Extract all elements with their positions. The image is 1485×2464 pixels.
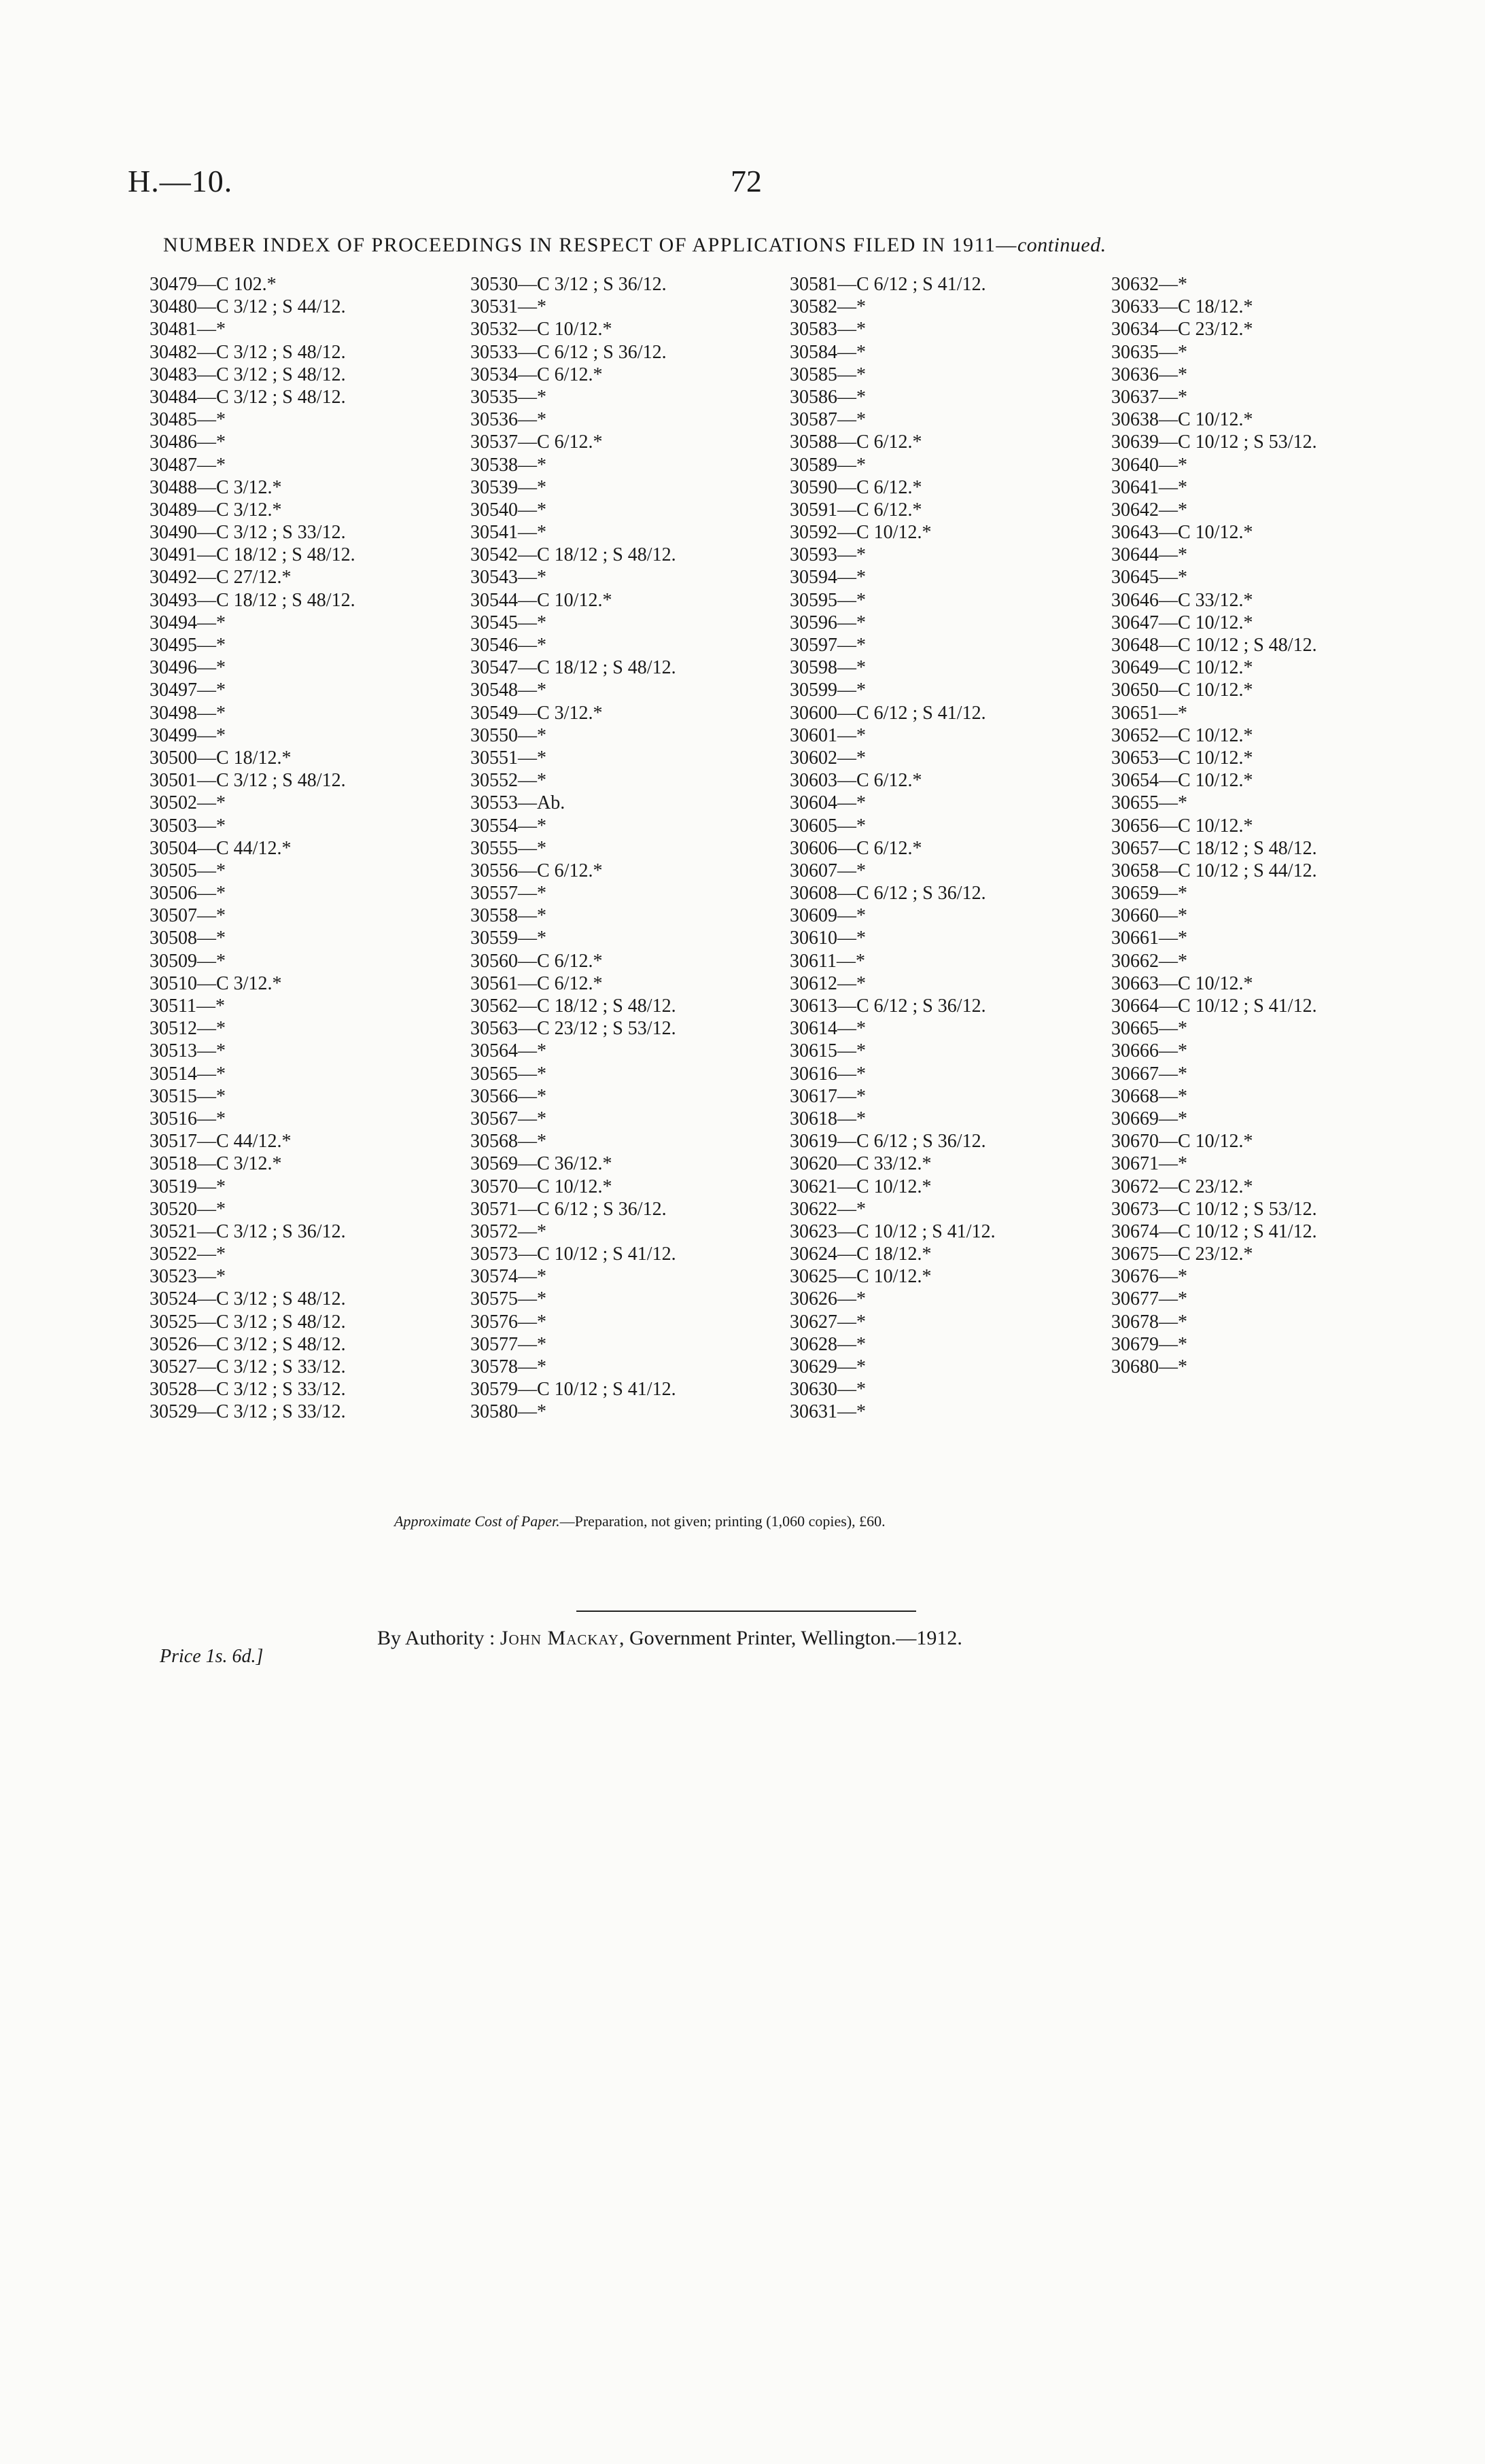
index-entry: 30507—* xyxy=(150,905,226,927)
index-entry: 30629—* xyxy=(790,1356,866,1377)
index-entry: 30559—* xyxy=(470,928,546,949)
index-entry: 30651—* xyxy=(1111,702,1187,724)
index-entry: 30508—* xyxy=(150,928,226,949)
index-entry: 30610—* xyxy=(790,928,866,949)
index-entry: 30579—C 10/12 ; S 41/12. xyxy=(470,1379,676,1401)
index-entry: 30563—C 23/12 ; S 53/12. xyxy=(470,1018,676,1040)
index-entry: 30638—C 10/12.* xyxy=(1111,409,1253,431)
index-entry: 30532—C 10/12.* xyxy=(470,319,612,340)
index-entry: 30613—C 6/12 ; S 36/12. xyxy=(790,996,986,1017)
index-entry: 30487—* xyxy=(150,454,226,476)
index-entry: 30527—C 3/12 ; S 33/12. xyxy=(150,1356,346,1377)
index-entry: 30612—* xyxy=(790,972,866,994)
index-entry: 30654—C 10/12.* xyxy=(1111,770,1253,792)
index-entry: 30538—* xyxy=(470,454,546,476)
index-entry: 30604—* xyxy=(790,792,866,814)
index-entry: 30636—* xyxy=(1111,364,1187,385)
index-entry: 30531—* xyxy=(470,296,546,318)
index-entry: 30488—C 3/12.* xyxy=(150,476,282,498)
index-entry: 30493—C 18/12 ; S 48/12. xyxy=(150,589,355,611)
index-entry: 30600—C 6/12 ; S 41/12. xyxy=(790,702,986,724)
index-entry: 30628—* xyxy=(790,1333,866,1355)
index-entry: 30516—* xyxy=(150,1108,226,1129)
index-entry: 30662—* xyxy=(1111,950,1187,972)
index-entry: 30589—* xyxy=(790,454,866,476)
index-entry: 30492—C 27/12.* xyxy=(150,567,292,588)
index-entry: 30552—* xyxy=(470,770,546,792)
index-entry: 30522—* xyxy=(150,1244,226,1265)
index-entry: 30505—* xyxy=(150,860,226,881)
index-entry: 30525—C 3/12 ; S 48/12. xyxy=(150,1311,346,1333)
index-entry: 30661—* xyxy=(1111,928,1187,949)
index-entry: 30479—C 102.* xyxy=(150,274,277,295)
index-entry: 30581—C 6/12 ; S 41/12. xyxy=(790,274,986,295)
page-title xyxy=(163,234,1106,257)
index-entry: 30535—* xyxy=(470,386,546,408)
index-entry: 30666—* xyxy=(1111,1040,1187,1062)
title-continued: continued. xyxy=(1017,234,1106,256)
index-entry: 30616—* xyxy=(790,1063,866,1085)
index-entry: 30671—* xyxy=(1111,1153,1187,1175)
index-entry: 30620—C 33/12.* xyxy=(790,1153,932,1175)
index-entry: 30526—C 3/12 ; S 48/12. xyxy=(150,1333,346,1355)
index-entry: 30594—* xyxy=(790,567,866,588)
index-entry: 30484—C 3/12 ; S 48/12. xyxy=(150,386,346,408)
index-entry: 30619—C 6/12 ; S 36/12. xyxy=(790,1131,986,1152)
index-entry: 30574—* xyxy=(470,1266,546,1288)
index-entry: 30511—* xyxy=(150,996,225,1017)
index-entry: 30637—* xyxy=(1111,386,1187,408)
index-entry: 30621—C 10/12.* xyxy=(790,1176,932,1197)
index-entry: 30646—C 33/12.* xyxy=(1111,589,1253,611)
index-entry: 30635—* xyxy=(1111,341,1187,363)
index-entry: 30597—* xyxy=(790,635,866,656)
index-entry: 30490—C 3/12 ; S 33/12. xyxy=(150,522,346,544)
document-reference: H.—10. xyxy=(128,164,233,198)
index-entry: 30482—C 3/12 ; S 48/12. xyxy=(150,341,346,363)
index-entry: 30625—C 10/12.* xyxy=(790,1266,932,1288)
index-entry: 30509—* xyxy=(150,950,226,972)
index-entry: 30566—* xyxy=(470,1085,546,1107)
index-entry: 30591—C 6/12.* xyxy=(790,499,922,521)
index-entry: 30669—* xyxy=(1111,1108,1187,1129)
index-entry: 30617—* xyxy=(790,1085,866,1107)
index-entry: 30606—C 6/12.* xyxy=(790,837,922,859)
index-entry: 30672—C 23/12.* xyxy=(1111,1176,1253,1197)
printer-imprint xyxy=(377,1627,962,1650)
index-entry: 30510—C 3/12.* xyxy=(150,972,282,994)
index-entry: 30536—* xyxy=(470,409,546,431)
index-entry: 30491—C 18/12 ; S 48/12. xyxy=(150,544,355,566)
index-entry: 30668—* xyxy=(1111,1085,1187,1107)
index-entry: 30567—* xyxy=(470,1108,546,1129)
index-entry: 30572—* xyxy=(470,1220,546,1242)
index-entry: 30582—* xyxy=(790,296,866,318)
index-entry: 30534—C 6/12.* xyxy=(470,364,603,385)
index-entry: 30485—* xyxy=(150,409,226,431)
index-entry: 30529—C 3/12 ; S 33/12. xyxy=(150,1401,346,1423)
index-entry: 30679—* xyxy=(1111,1333,1187,1355)
index-entry: 30547—C 18/12 ; S 48/12. xyxy=(470,657,676,679)
index-entry: 30497—* xyxy=(150,680,226,701)
index-entry: 30655—* xyxy=(1111,792,1187,814)
index-entry: 30506—* xyxy=(150,883,226,904)
index-entry: 30639—C 10/12 ; S 53/12. xyxy=(1111,432,1317,453)
index-entry: 30618—* xyxy=(790,1108,866,1129)
index-entry: 30551—* xyxy=(470,747,546,769)
index-entry: 30503—* xyxy=(150,815,226,837)
index-entry: 30585—* xyxy=(790,364,866,385)
index-entry: 30622—* xyxy=(790,1198,866,1220)
index-entry: 30588—C 6/12.* xyxy=(790,432,922,453)
index-entry: 30564—* xyxy=(470,1040,546,1062)
index-entry: 30653—C 10/12.* xyxy=(1111,747,1253,769)
index-entry: 30540—* xyxy=(470,499,546,521)
index-entry: 30541—* xyxy=(470,522,546,544)
index-entry: 30554—* xyxy=(470,815,546,837)
index-entry: 30523—* xyxy=(150,1266,226,1288)
index-entry: 30592—C 10/12.* xyxy=(790,522,932,544)
index-entry: 30603—C 6/12.* xyxy=(790,770,922,792)
index-entry: 30518—C 3/12.* xyxy=(150,1153,282,1175)
imprint-suffix: , Government Printer, Wellington.—1912. xyxy=(618,1627,962,1649)
index-entry: 30627—* xyxy=(790,1311,866,1333)
index-entry: 30544—C 10/12.* xyxy=(470,589,612,611)
index-entry: 30656—C 10/12.* xyxy=(1111,815,1253,837)
index-entry: 30644—* xyxy=(1111,544,1187,566)
index-entry: 30569—C 36/12.* xyxy=(470,1153,612,1175)
index-entry: 30673—C 10/12 ; S 53/12. xyxy=(1111,1198,1317,1220)
index-entry: 30515—* xyxy=(150,1085,226,1107)
index-entry: 30583—* xyxy=(790,319,866,340)
index-entry: 30663—C 10/12.* xyxy=(1111,972,1253,994)
index-entry: 30630—* xyxy=(790,1379,866,1401)
cost-text: —Preparation, not given; printing (1,060 copies), £60. xyxy=(559,1513,886,1530)
index-column-2 xyxy=(470,273,676,1424)
index-entry: 30678—* xyxy=(1111,1311,1187,1333)
index-entry: 30501—C 3/12 ; S 48/12. xyxy=(150,770,346,792)
index-entry: 30677—* xyxy=(1111,1288,1187,1310)
index-entry: 30584—* xyxy=(790,341,866,363)
index-entry: 30499—* xyxy=(150,724,226,746)
index-entry: 30558—* xyxy=(470,905,546,927)
index-entry: 30571—C 6/12 ; S 36/12. xyxy=(470,1198,667,1220)
index-entry: 30631—* xyxy=(790,1401,866,1423)
index-entry: 30615—* xyxy=(790,1040,866,1062)
index-entry: 30645—* xyxy=(1111,567,1187,588)
index-entry: 30670—C 10/12.* xyxy=(1111,1131,1253,1152)
index-entry: 30658—C 10/12 ; S 44/12. xyxy=(1111,860,1317,881)
index-entry: 30660—* xyxy=(1111,905,1187,927)
imprint-prefix: By Authority : xyxy=(377,1627,500,1649)
index-entry: 30587—* xyxy=(790,409,866,431)
index-entry: 30659—* xyxy=(1111,883,1187,904)
index-entry: 30533—C 6/12 ; S 36/12. xyxy=(470,341,667,363)
index-entry: 30649—C 10/12.* xyxy=(1111,657,1253,679)
index-entry: 30607—* xyxy=(790,860,866,881)
index-column-1 xyxy=(150,273,355,1424)
index-entry: 30496—* xyxy=(150,657,226,679)
index-entry: 30556—C 6/12.* xyxy=(470,860,603,881)
index-entry: 30548—* xyxy=(470,680,546,701)
index-entry: 30537—C 6/12.* xyxy=(470,432,603,453)
index-entry: 30481—* xyxy=(150,319,226,340)
index-entry: 30568—* xyxy=(470,1131,546,1152)
index-entry: 30500—C 18/12.* xyxy=(150,747,292,769)
index-entry: 30674—C 10/12 ; S 41/12. xyxy=(1111,1220,1317,1242)
index-entry: 30657—C 18/12 ; S 48/12. xyxy=(1111,837,1317,859)
index-entry: 30546—* xyxy=(470,635,546,656)
index-entry: 30550—* xyxy=(470,724,546,746)
index-entry: 30580—* xyxy=(470,1401,546,1423)
index-entry: 30561—C 6/12.* xyxy=(470,972,603,994)
index-entry: 30512—* xyxy=(150,1018,226,1040)
index-entry: 30676—* xyxy=(1111,1266,1187,1288)
index-entry: 30520—* xyxy=(150,1198,226,1220)
index-entry: 30599—* xyxy=(790,680,866,701)
index-entry: 30560—C 6/12.* xyxy=(470,950,603,972)
index-entry: 30667—* xyxy=(1111,1063,1187,1085)
index-entry: 30570—C 10/12.* xyxy=(470,1176,612,1197)
index-entry: 30602—* xyxy=(790,747,866,769)
index-entry: 30545—* xyxy=(470,612,546,633)
index-entry: 30665—* xyxy=(1111,1018,1187,1040)
index-entry: 30521—C 3/12 ; S 36/12. xyxy=(150,1220,346,1242)
index-entry: 30595—* xyxy=(790,589,866,611)
index-entry: 30641—* xyxy=(1111,476,1187,498)
index-entry: 30640—* xyxy=(1111,454,1187,476)
index-entry: 30542—C 18/12 ; S 48/12. xyxy=(470,544,676,566)
index-entry: 30577—* xyxy=(470,1333,546,1355)
index-entry: 30539—* xyxy=(470,476,546,498)
cost-note xyxy=(394,1513,886,1530)
index-entry: 30596—* xyxy=(790,612,866,633)
page-number: 72 xyxy=(731,164,762,198)
index-entry: 30513—* xyxy=(150,1040,226,1062)
index-entry: 30593—* xyxy=(790,544,866,566)
imprint-name: John Mackay xyxy=(500,1627,619,1649)
index-column-4 xyxy=(1111,273,1317,1378)
index-entry: 30519—* xyxy=(150,1176,226,1197)
index-entry: 30483—C 3/12 ; S 48/12. xyxy=(150,364,346,385)
index-entry: 30498—* xyxy=(150,702,226,724)
index-column-3 xyxy=(790,273,996,1424)
index-entry: 30530—C 3/12 ; S 36/12. xyxy=(470,274,667,295)
index-entry: 30524—C 3/12 ; S 48/12. xyxy=(150,1288,346,1310)
index-entry: 30528—C 3/12 ; S 33/12. xyxy=(150,1379,346,1401)
index-entry: 30601—* xyxy=(790,724,866,746)
index-entry: 30549—C 3/12.* xyxy=(470,702,603,724)
index-entry: 30578—* xyxy=(470,1356,546,1377)
index-entry: 30573—C 10/12 ; S 41/12. xyxy=(470,1244,676,1265)
index-entry: 30648—C 10/12 ; S 48/12. xyxy=(1111,635,1317,656)
index-entry: 30614—* xyxy=(790,1018,866,1040)
index-entry: 30680—* xyxy=(1111,1356,1187,1377)
index-entry: 30634—C 23/12.* xyxy=(1111,319,1253,340)
index-entry: 30489—C 3/12.* xyxy=(150,499,282,521)
index-entry: 30562—C 18/12 ; S 48/12. xyxy=(470,996,676,1017)
index-entry: 30611—* xyxy=(790,950,865,972)
index-entry: 30486—* xyxy=(150,432,226,453)
index-entry: 30624—C 18/12.* xyxy=(790,1244,932,1265)
index-entry: 30494—* xyxy=(150,612,226,633)
index-entry: 30553—Ab. xyxy=(470,792,565,814)
index-entry: 30480—C 3/12 ; S 44/12. xyxy=(150,296,346,318)
index-entry: 30514—* xyxy=(150,1063,226,1085)
index-entry: 30664—C 10/12 ; S 41/12. xyxy=(1111,996,1317,1017)
index-entry: 30557—* xyxy=(470,883,546,904)
index-entry: 30643—C 10/12.* xyxy=(1111,522,1253,544)
index-entry: 30555—* xyxy=(470,837,546,859)
cost-label: Approximate Cost of Paper. xyxy=(394,1513,560,1530)
index-entry: 30575—* xyxy=(470,1288,546,1310)
index-entry: 30590—C 6/12.* xyxy=(790,476,922,498)
index-entry: 30652—C 10/12.* xyxy=(1111,724,1253,746)
index-entry: 30586—* xyxy=(790,386,866,408)
index-entry: 30675—C 23/12.* xyxy=(1111,1244,1253,1265)
index-entry: 30495—* xyxy=(150,635,226,656)
index-entry: 30626—* xyxy=(790,1288,866,1310)
index-entry: 30565—* xyxy=(470,1063,546,1085)
index-entry: 30608—C 6/12 ; S 36/12. xyxy=(790,883,986,904)
index-entry: 30605—* xyxy=(790,815,866,837)
divider-rule xyxy=(576,1611,916,1612)
index-entry: 30609—* xyxy=(790,905,866,927)
index-entry: 30502—* xyxy=(150,792,226,814)
index-entry: 30598—* xyxy=(790,657,866,679)
index-entry: 30632—* xyxy=(1111,274,1187,295)
index-entry: 30623—C 10/12 ; S 41/12. xyxy=(790,1220,996,1242)
index-entry: 30576—* xyxy=(470,1311,546,1333)
index-entry: 30543—* xyxy=(470,567,546,588)
index-entry: 30647—C 10/12.* xyxy=(1111,612,1253,633)
index-entry: 30517—C 44/12.* xyxy=(150,1131,292,1152)
price-note: Price 1s. 6d.] xyxy=(160,1646,264,1667)
index-entry: 30633—C 18/12.* xyxy=(1111,296,1253,318)
title-main: NUMBER INDEX OF PROCEEDINGS IN RESPECT OF APPLICATIONS FILED IN 1911— xyxy=(163,234,1017,256)
index-entry: 30650—C 10/12.* xyxy=(1111,680,1253,701)
index-entry: 30642—* xyxy=(1111,499,1187,521)
index-entry: 30504—C 44/12.* xyxy=(150,837,292,859)
